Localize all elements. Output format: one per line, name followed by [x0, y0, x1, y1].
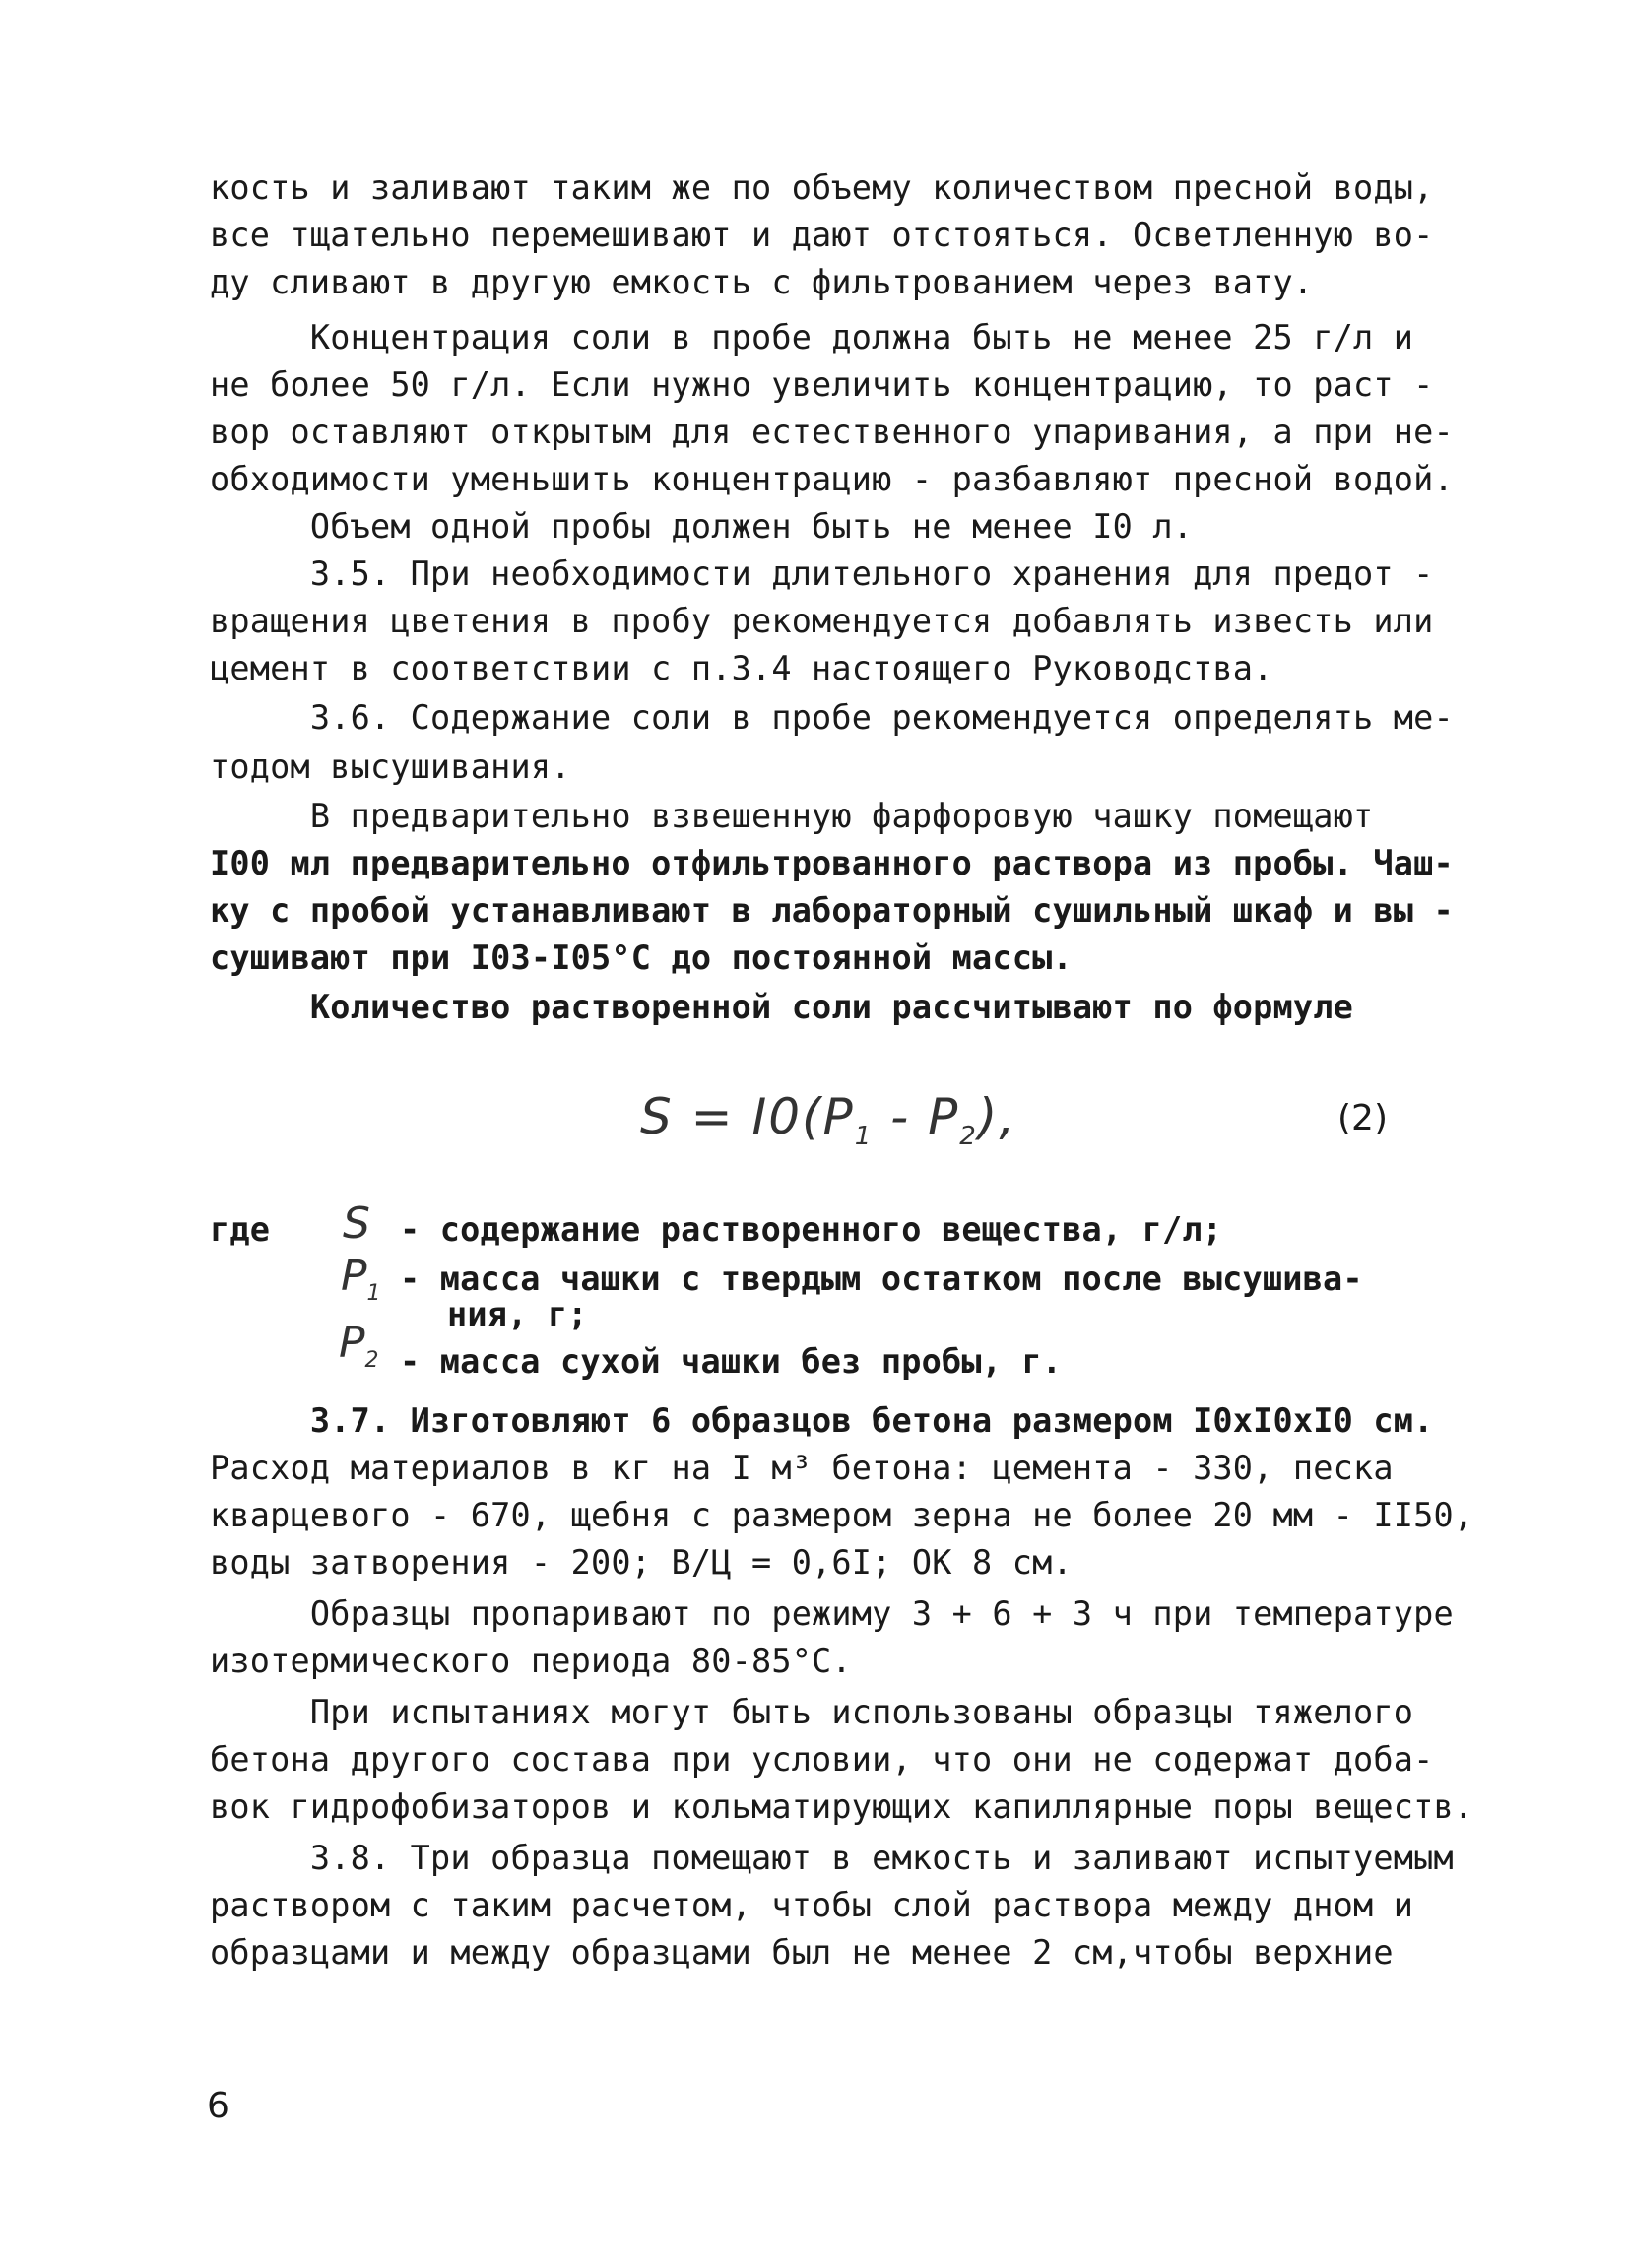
- text-line: ду сливают в другую емкость с фильтрованием через вату.: [210, 263, 1314, 301]
- text-line: Расход материалов в кг на I м³ бетона: цемента - 330, песка: [210, 1449, 1394, 1487]
- formula-lhs: S: [640, 1088, 674, 1145]
- text-line: бетона другого состава при условии, что они не содержат доба-: [210, 1740, 1434, 1779]
- formula-p2-sub: 2: [959, 1122, 978, 1151]
- text-line: обходимости уменьшить концентрацию - разбавляют пресной водой.: [210, 460, 1454, 498]
- text-line: Количество растворенной соли рассчитывают по формуле: [210, 988, 1354, 1026]
- formula-eq: =: [690, 1088, 735, 1145]
- formula-p2: P: [928, 1088, 960, 1145]
- page-number: 6: [207, 2086, 229, 2126]
- text-line: Образцы пропаривают по режиму 3 + 6 + 3 ч при температуре: [210, 1594, 1454, 1633]
- where-symbol-p1: $P_1$: [341, 1251, 381, 1306]
- text-line: цемент в соответствии с п.3.4 настоящего Руководства.: [210, 649, 1273, 687]
- text-line: изотермического периода 80-85°С.: [210, 1642, 852, 1680]
- text-line: образцами и между образцами был не менее 2 см,чтобы верхние: [210, 1933, 1394, 1972]
- where-item-text: - содержание растворенного вещества, г/л;: [400, 1210, 1223, 1249]
- text-line: I00 мл предварительно отфильтрованного раствора из пробы. Чаш-: [210, 844, 1454, 882]
- text-line: Объем одной пробы должен быть не менее I0 л.: [210, 507, 1194, 546]
- text-line: В предварительно взвешенную фарфоровую чашку помещают: [210, 797, 1374, 835]
- text-line: все тщательно перемешивают и дают отстояться. Осветленную во-: [210, 216, 1434, 254]
- text-line: вор оставляют открытым для естественного упаривания, а при не-: [210, 413, 1454, 451]
- text-line: кварцевого - 670, щебня с размером зерна не более 20 мм - II50,: [210, 1496, 1474, 1534]
- text-line: сушивают при I03-I05°С до постоянной массы.: [210, 939, 1073, 977]
- where-word: где: [210, 1210, 271, 1249]
- text-line: кость и заливают таким же по объему количеством пресной воды,: [210, 168, 1434, 207]
- where-item-text: - масса сухой чашки без пробы, г.: [400, 1342, 1063, 1381]
- where-symbol-s: S: [343, 1199, 370, 1249]
- text-line: 3.6. Содержание соли в пробе рекомендуется определять ме-: [210, 698, 1454, 737]
- formula-2: $S = I0(P_1 - P_2)$,: [640, 1088, 1017, 1151]
- text-line: тодом высушивания.: [210, 747, 571, 786]
- text-line: 3.8. Три образца помещают в емкость и заливают испытуемым: [210, 1839, 1454, 1877]
- text-line: воды затворения - 200; В/Ц = 0,6I; ОК 8 см.: [210, 1543, 1073, 1582]
- text-line: не более 50 г/л. Если нужно увеличить концентрацию, то раст -: [210, 365, 1434, 404]
- text-line: вок гидрофобизаторов и кольматирующих капиллярные поры веществ.: [210, 1787, 1474, 1826]
- equation-number: (2): [1337, 1098, 1388, 1138]
- where-symbol-p2: $P_2$: [339, 1318, 379, 1373]
- where-item-text: - масса чашки с твердым остатком после высушива-: [400, 1260, 1363, 1298]
- formula-minus: -: [890, 1088, 911, 1145]
- formula-tail: ),: [977, 1088, 1017, 1145]
- formula-coef: I0: [751, 1088, 803, 1145]
- text-line: ку с пробой устанавливают в лабораторный сушильный шкаф и вы -: [210, 891, 1454, 930]
- text-line: раствором с таким расчетом, чтобы слой раствора между дном и: [210, 1886, 1414, 1924]
- text-line: 3.7. Изготовляют 6 образцов бетона размером I0хI0хI0 см.: [210, 1401, 1434, 1440]
- formula-p1: P: [822, 1088, 855, 1145]
- text-line: Концентрация соли в пробе должна быть не менее 25 г/л и: [210, 318, 1414, 356]
- where-item-cont: ния, г;: [447, 1295, 588, 1333]
- text-line: 3.5. При необходимости длительного хранения для предот -: [210, 554, 1434, 593]
- text-line: При испытаниях могут быть использованы образцы тяжелого: [210, 1693, 1414, 1731]
- formula-p1-sub: 1: [854, 1122, 874, 1151]
- text-line: вращения цветения в пробу рекомендуется добавлять известь или: [210, 602, 1434, 640]
